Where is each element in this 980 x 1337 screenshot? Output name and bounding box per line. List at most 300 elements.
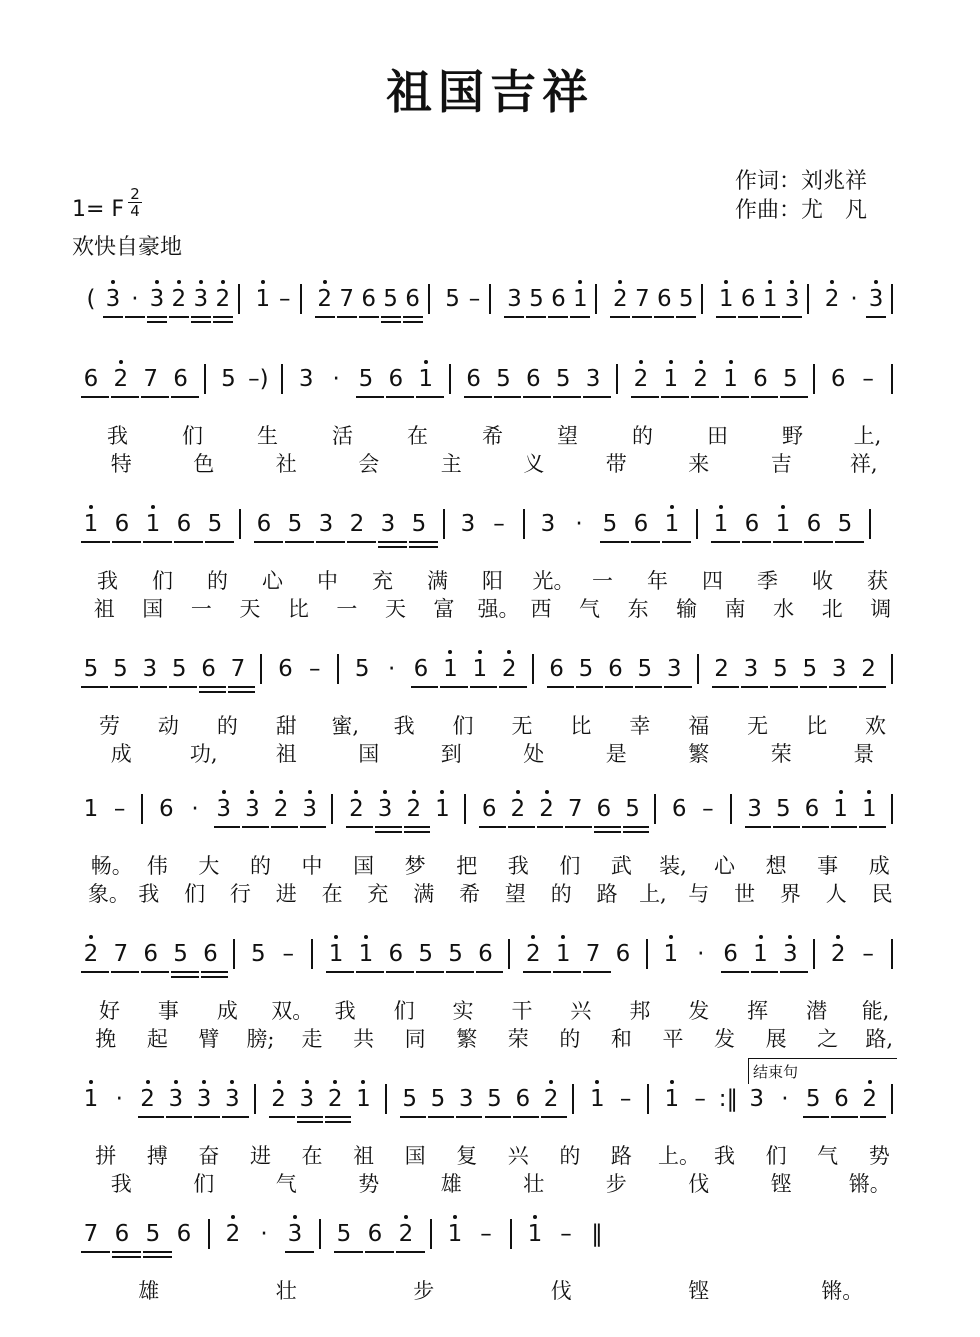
octave-dot bbox=[669, 360, 673, 364]
note: 5 bbox=[637, 656, 653, 682]
octave-dot bbox=[516, 790, 520, 794]
underline-beam bbox=[403, 316, 423, 318]
lyric-syllable: 的 bbox=[550, 882, 572, 906]
lyric-syllable: 无 bbox=[747, 714, 769, 738]
underline-beam bbox=[112, 541, 141, 543]
lyric-syllable: 同 bbox=[404, 1027, 426, 1051]
note: 2 bbox=[140, 1086, 155, 1112]
note: 6 bbox=[173, 366, 188, 392]
lyric-syllable: 兴 bbox=[570, 999, 592, 1023]
underline-beam bbox=[548, 316, 568, 318]
note: ‖ bbox=[591, 1221, 603, 1247]
note: – bbox=[619, 1086, 632, 1112]
barline bbox=[696, 509, 698, 539]
underline-beam bbox=[676, 316, 696, 318]
note: 1 bbox=[713, 511, 729, 537]
octave-dot bbox=[333, 1080, 337, 1084]
note: – bbox=[113, 796, 126, 822]
underline-beam bbox=[632, 316, 652, 318]
note: 1 bbox=[664, 1086, 680, 1112]
octave-dot bbox=[533, 1215, 537, 1219]
note: 2 bbox=[613, 286, 628, 312]
lyric-syllable: 气 bbox=[275, 1172, 297, 1196]
lyric-syllable: 国 bbox=[353, 854, 375, 878]
barline bbox=[311, 939, 313, 969]
lyric-syllable: 获 bbox=[867, 569, 888, 593]
note: · bbox=[850, 286, 858, 312]
octave-dot bbox=[618, 280, 622, 284]
octave-dot bbox=[202, 1080, 206, 1084]
lyric-syllable: 来 bbox=[688, 452, 710, 476]
octave-dot bbox=[561, 935, 565, 939]
note: 1 bbox=[328, 941, 344, 967]
lyric-syllable: 膀; bbox=[246, 1027, 275, 1051]
note: 2 bbox=[510, 796, 526, 822]
lyric-syllable: 中 bbox=[317, 569, 338, 593]
note: 2 bbox=[317, 286, 333, 312]
note: 3 bbox=[743, 656, 759, 682]
underline-beam bbox=[400, 1116, 426, 1118]
note: 5 bbox=[775, 796, 791, 822]
barline bbox=[572, 1084, 574, 1114]
octave-dot bbox=[790, 280, 794, 284]
underline-beam bbox=[213, 321, 233, 323]
barline bbox=[208, 1219, 210, 1249]
underline-beam bbox=[201, 971, 229, 973]
lyric-syllable: 南 bbox=[724, 597, 746, 621]
underline-beam bbox=[662, 541, 691, 543]
underline-beam bbox=[829, 686, 856, 688]
lyric-syllable: 一 bbox=[336, 597, 358, 621]
lyric-syllable: 的 bbox=[559, 1144, 581, 1168]
barline bbox=[233, 939, 235, 969]
note: 2 bbox=[398, 1221, 414, 1247]
lyric-syllable: 挥 bbox=[747, 999, 769, 1023]
lyric-syllable: 臂 bbox=[198, 1027, 220, 1051]
lyric-syllable: 装, bbox=[659, 854, 687, 878]
underline-beam bbox=[631, 396, 659, 398]
underline-beam bbox=[285, 541, 314, 543]
lyric-syllable: 蜜, bbox=[331, 714, 360, 738]
lyric-syllable: 邦 bbox=[629, 999, 651, 1023]
underline-beam bbox=[773, 541, 802, 543]
underline-beam bbox=[214, 826, 241, 828]
song-title: 祖国吉祥 bbox=[386, 65, 594, 119]
octave-dot bbox=[119, 360, 123, 364]
note: 2 bbox=[349, 511, 365, 537]
note: 1 bbox=[358, 941, 374, 967]
underline-beam bbox=[526, 316, 546, 318]
note: 6 bbox=[176, 1221, 192, 1247]
barline bbox=[730, 794, 732, 824]
note: 3 bbox=[507, 286, 522, 312]
underline-beam bbox=[356, 971, 384, 973]
underline-beam bbox=[297, 1116, 323, 1118]
underline-beam bbox=[605, 686, 632, 688]
lyric-syllable: 祖 bbox=[93, 597, 115, 621]
lyric-syllable: 铿 bbox=[770, 1172, 792, 1196]
underline-beam bbox=[479, 826, 506, 828]
lyric-syllable: 奋 bbox=[198, 1144, 220, 1168]
underline-beam bbox=[300, 826, 327, 828]
note: 1 bbox=[718, 286, 734, 312]
barline bbox=[813, 364, 815, 394]
barline bbox=[647, 1084, 649, 1114]
note: 3 bbox=[666, 656, 682, 682]
octave-dot bbox=[788, 935, 792, 939]
note: 1 bbox=[762, 286, 778, 312]
octave-dot bbox=[724, 280, 728, 284]
octave-dot bbox=[670, 505, 674, 509]
underline-beam bbox=[378, 546, 407, 548]
lyric-syllable: 阳 bbox=[482, 569, 503, 593]
lyric-syllable: 雄 bbox=[138, 1279, 160, 1303]
note: 3 bbox=[868, 286, 884, 312]
octave-dot bbox=[334, 935, 338, 939]
octave-dot bbox=[412, 790, 416, 794]
underline-beam bbox=[476, 971, 504, 973]
lyric-syllable: 实 bbox=[452, 999, 474, 1023]
lyric-syllable: 起 bbox=[146, 1027, 168, 1051]
note: :‖ bbox=[718, 1086, 738, 1112]
note: 2 bbox=[225, 1221, 241, 1247]
lyric-syllable: 发 bbox=[714, 1027, 736, 1051]
underline-beam bbox=[147, 321, 167, 323]
octave-dot bbox=[89, 505, 93, 509]
note: – bbox=[309, 656, 321, 682]
lyric-syllable: 雄 bbox=[440, 1172, 462, 1196]
lyric-syllable: 中 bbox=[301, 854, 323, 878]
lyric-syllable: 年 bbox=[647, 569, 668, 593]
octave-dot bbox=[89, 935, 93, 939]
lyric-syllable: 进 bbox=[249, 1144, 271, 1168]
lyric-syllable: 的 bbox=[216, 714, 238, 738]
note: 6 bbox=[159, 796, 174, 822]
note: 5 bbox=[448, 941, 463, 967]
octave-dot bbox=[531, 935, 535, 939]
underline-beam bbox=[416, 396, 444, 398]
note: 6 bbox=[526, 366, 541, 392]
note: · bbox=[131, 286, 139, 312]
octave-dot bbox=[874, 280, 878, 284]
note: 6 bbox=[608, 656, 623, 682]
lyric-syllable: 能, bbox=[861, 999, 890, 1023]
lyric-syllable: 国 bbox=[142, 597, 164, 621]
octave-dot bbox=[293, 1215, 297, 1219]
octave-dot bbox=[250, 790, 254, 794]
lyric-syllable: 双。 bbox=[271, 999, 314, 1023]
note: · bbox=[387, 656, 396, 682]
note: 7 bbox=[339, 286, 354, 312]
note: 1 bbox=[418, 366, 434, 392]
note: 3 bbox=[831, 656, 847, 682]
underline-beam bbox=[594, 826, 621, 828]
note: 2 bbox=[273, 796, 289, 822]
underline-beam bbox=[654, 316, 674, 318]
note: 2 bbox=[539, 796, 554, 822]
barline bbox=[697, 654, 699, 684]
lyric-syllable: 的 bbox=[559, 1027, 581, 1051]
note: 1 bbox=[83, 511, 99, 537]
octave-dot bbox=[759, 935, 763, 939]
underline-beam bbox=[111, 396, 139, 398]
note: 5 bbox=[802, 656, 818, 682]
lyric-syllable: 在 bbox=[301, 1144, 323, 1168]
lyric-syllable: 气 bbox=[579, 597, 601, 621]
note: 5 bbox=[602, 511, 618, 537]
octave-dot bbox=[453, 1215, 457, 1219]
lyric-syllable: 动 bbox=[157, 714, 179, 738]
note: 6 bbox=[413, 656, 429, 682]
lyric-syllable: 无 bbox=[511, 714, 533, 738]
underline-beam bbox=[780, 396, 808, 398]
lyric-syllable: 们 bbox=[765, 1144, 787, 1168]
lyric-syllable: 色 bbox=[193, 452, 215, 476]
note: 2 bbox=[861, 656, 876, 682]
lyric-syllable: 铿 bbox=[688, 1279, 710, 1303]
note: 5 bbox=[555, 366, 571, 392]
barline bbox=[595, 284, 597, 314]
barline bbox=[891, 939, 893, 969]
underline-beam bbox=[191, 321, 211, 323]
note: 3 bbox=[298, 366, 314, 392]
barline bbox=[891, 364, 893, 394]
lyric-syllable: 梦 bbox=[404, 854, 426, 878]
underline-beam bbox=[576, 686, 603, 688]
note: 5 bbox=[207, 511, 223, 537]
note: · bbox=[191, 796, 199, 822]
lyric-syllable: 水 bbox=[773, 597, 795, 621]
note: 1 bbox=[527, 1221, 543, 1247]
lyric-syllable: 充 bbox=[372, 569, 393, 593]
note: 5 bbox=[496, 366, 511, 392]
lyric-syllable: 与 bbox=[688, 882, 710, 906]
lyric-syllable: 进 bbox=[275, 882, 297, 906]
underline-beam bbox=[254, 541, 283, 543]
underline-beam bbox=[396, 1251, 425, 1253]
octave-dot bbox=[174, 1080, 178, 1084]
barline bbox=[385, 1084, 387, 1114]
note: 2 bbox=[271, 1086, 286, 1112]
note: 6 bbox=[656, 286, 672, 312]
underline-beam bbox=[751, 971, 779, 973]
note: 5 bbox=[529, 286, 544, 312]
barline bbox=[238, 284, 240, 314]
underline-beam bbox=[523, 971, 551, 973]
lyric-syllable: 祖 bbox=[275, 742, 297, 766]
note: 5 bbox=[625, 796, 640, 822]
note: 3 bbox=[196, 1086, 212, 1112]
octave-dot bbox=[383, 790, 387, 794]
note: 6 bbox=[367, 1221, 383, 1247]
note: 3 bbox=[460, 511, 476, 537]
octave-dot bbox=[868, 1080, 872, 1084]
note: 5 bbox=[783, 366, 798, 392]
note: 6 bbox=[633, 511, 649, 537]
underline-beam bbox=[499, 686, 526, 688]
note: 3 bbox=[245, 796, 260, 822]
note: 6 bbox=[515, 1086, 531, 1112]
octave-dot bbox=[478, 650, 482, 654]
underline-beam bbox=[623, 826, 650, 828]
lyric-syllable: 象。 bbox=[87, 882, 130, 906]
note: 3 bbox=[142, 656, 158, 682]
underline-beam bbox=[802, 826, 829, 828]
lyric-syllable: 锵。 bbox=[848, 1172, 891, 1196]
octave-dot bbox=[221, 280, 225, 284]
note: 6 bbox=[201, 656, 216, 682]
underline-beam bbox=[494, 396, 522, 398]
note: 5 bbox=[430, 1086, 446, 1112]
underline-beam bbox=[456, 1116, 482, 1118]
underline-beam bbox=[356, 396, 384, 398]
barline bbox=[510, 1219, 512, 1249]
note: · bbox=[115, 1086, 123, 1112]
underline-beam bbox=[583, 396, 611, 398]
note: 6 bbox=[176, 511, 192, 537]
lyric-syllable: 输 bbox=[676, 597, 698, 621]
lyric-syllable: 一 bbox=[190, 597, 212, 621]
octave-dot bbox=[836, 935, 840, 939]
underline-beam bbox=[285, 1251, 314, 1253]
octave-dot bbox=[230, 1080, 234, 1084]
note: 3 bbox=[585, 366, 601, 392]
underline-beam bbox=[428, 1116, 454, 1118]
note: 6 bbox=[551, 286, 566, 312]
octave-dot bbox=[839, 790, 843, 794]
lyric-syllable: 在 bbox=[407, 424, 428, 448]
note: 2 bbox=[543, 1086, 559, 1112]
note: 7 bbox=[113, 941, 129, 967]
note: 3 bbox=[747, 796, 762, 822]
octave-dot bbox=[151, 505, 155, 509]
underline-beam bbox=[594, 831, 621, 833]
underline-beam bbox=[804, 541, 833, 543]
note: 1 bbox=[435, 796, 450, 822]
note: 6 bbox=[481, 796, 497, 822]
lyric-syllable: 势 bbox=[358, 1172, 380, 1196]
lyric-syllable: 义 bbox=[523, 452, 545, 476]
barline bbox=[337, 654, 339, 684]
note: 1 bbox=[663, 941, 679, 967]
note: 2 bbox=[714, 656, 729, 682]
lyric-syllable: 强。 bbox=[477, 597, 520, 621]
lyric-syllable: 国 bbox=[404, 1144, 426, 1168]
lyric-syllable: 伐 bbox=[550, 1279, 572, 1303]
lyric-syllable: 界 bbox=[779, 882, 801, 906]
lyric-syllable: 成 bbox=[216, 999, 238, 1023]
lyric-syllable: 畅。 bbox=[90, 854, 133, 878]
note: 5 bbox=[251, 941, 266, 967]
note: 2 bbox=[501, 656, 517, 682]
lyric-syllable: 福 bbox=[688, 714, 710, 738]
underline-beam bbox=[347, 541, 376, 543]
barline bbox=[891, 794, 893, 824]
lyric-syllable: 的 bbox=[207, 569, 228, 593]
underline-beam bbox=[691, 396, 719, 398]
underline-beam bbox=[143, 1256, 172, 1258]
note: 2 bbox=[406, 796, 422, 822]
lyric-syllable: 一 bbox=[592, 569, 613, 593]
lyric-syllable: 比 bbox=[570, 714, 592, 738]
octave-dot bbox=[781, 505, 785, 509]
note: – bbox=[862, 941, 874, 967]
lyric-syllable: 满 bbox=[427, 569, 448, 593]
lyric-syllable: 想 bbox=[765, 854, 787, 878]
note: 3 bbox=[193, 286, 209, 312]
lyric-syllable: 路 bbox=[596, 882, 618, 906]
octave-dot bbox=[308, 790, 312, 794]
underline-beam bbox=[770, 686, 797, 688]
note: 7 bbox=[634, 286, 650, 312]
underline-beam bbox=[782, 316, 802, 318]
underline-beam bbox=[111, 971, 139, 973]
underline-beam bbox=[721, 971, 749, 973]
underline-beam bbox=[213, 316, 233, 318]
underline-beam bbox=[745, 826, 772, 828]
underline-beam bbox=[378, 541, 407, 543]
underline-beam bbox=[711, 541, 740, 543]
underline-beam bbox=[404, 826, 431, 828]
lyric-syllable: 光。 bbox=[532, 569, 575, 593]
underline-beam bbox=[553, 971, 581, 973]
lyric-syllable: 天 bbox=[384, 597, 406, 621]
note: 6 bbox=[114, 1221, 130, 1247]
note: 2 bbox=[526, 941, 541, 967]
lyric-syllable: 们 bbox=[193, 1172, 215, 1196]
lyric-syllable: 我 bbox=[334, 999, 356, 1023]
note: 6 bbox=[203, 941, 218, 967]
barline bbox=[260, 654, 262, 684]
barline bbox=[701, 284, 703, 314]
lyric-syllable: 我 bbox=[97, 569, 118, 593]
underline-beam bbox=[760, 316, 780, 318]
lyric-syllable: 调 bbox=[870, 597, 892, 621]
note: – bbox=[468, 286, 481, 312]
underline-beam bbox=[365, 1251, 394, 1253]
lyric-syllable: 们 bbox=[393, 999, 415, 1023]
lyric-syllable: 景 bbox=[853, 742, 875, 766]
barline bbox=[254, 1084, 256, 1114]
underline-beam bbox=[166, 1116, 192, 1118]
lyric-syllable: 劳 bbox=[98, 714, 120, 738]
underline-beam bbox=[194, 1116, 220, 1118]
underline-beam bbox=[337, 316, 357, 318]
underline-beam bbox=[138, 1116, 164, 1118]
octave-dot bbox=[323, 280, 327, 284]
lyric-syllable: 比 bbox=[806, 714, 828, 738]
note: 5 bbox=[487, 1086, 502, 1112]
ending-label: 结束句 bbox=[748, 1058, 897, 1084]
lyric-syllable: 复 bbox=[456, 1144, 478, 1168]
underline-beam bbox=[635, 686, 662, 688]
note: 1 bbox=[573, 286, 588, 312]
lyric-syllable: 祖 bbox=[353, 1144, 375, 1168]
lyric-syllable: 大 bbox=[198, 854, 220, 878]
barline bbox=[281, 364, 283, 394]
underline-beam bbox=[375, 826, 402, 828]
lyric-syllable: 比 bbox=[287, 597, 309, 621]
lyric-syllable: 的 bbox=[632, 424, 653, 448]
underline-beam bbox=[513, 1116, 539, 1118]
note: 3 bbox=[168, 1086, 184, 1112]
note: ( bbox=[86, 286, 96, 312]
barline bbox=[646, 939, 648, 969]
note: · bbox=[260, 1221, 268, 1247]
barline bbox=[616, 364, 618, 394]
octave-dot bbox=[670, 1080, 674, 1084]
lyric-syllable: 富 bbox=[433, 597, 455, 621]
